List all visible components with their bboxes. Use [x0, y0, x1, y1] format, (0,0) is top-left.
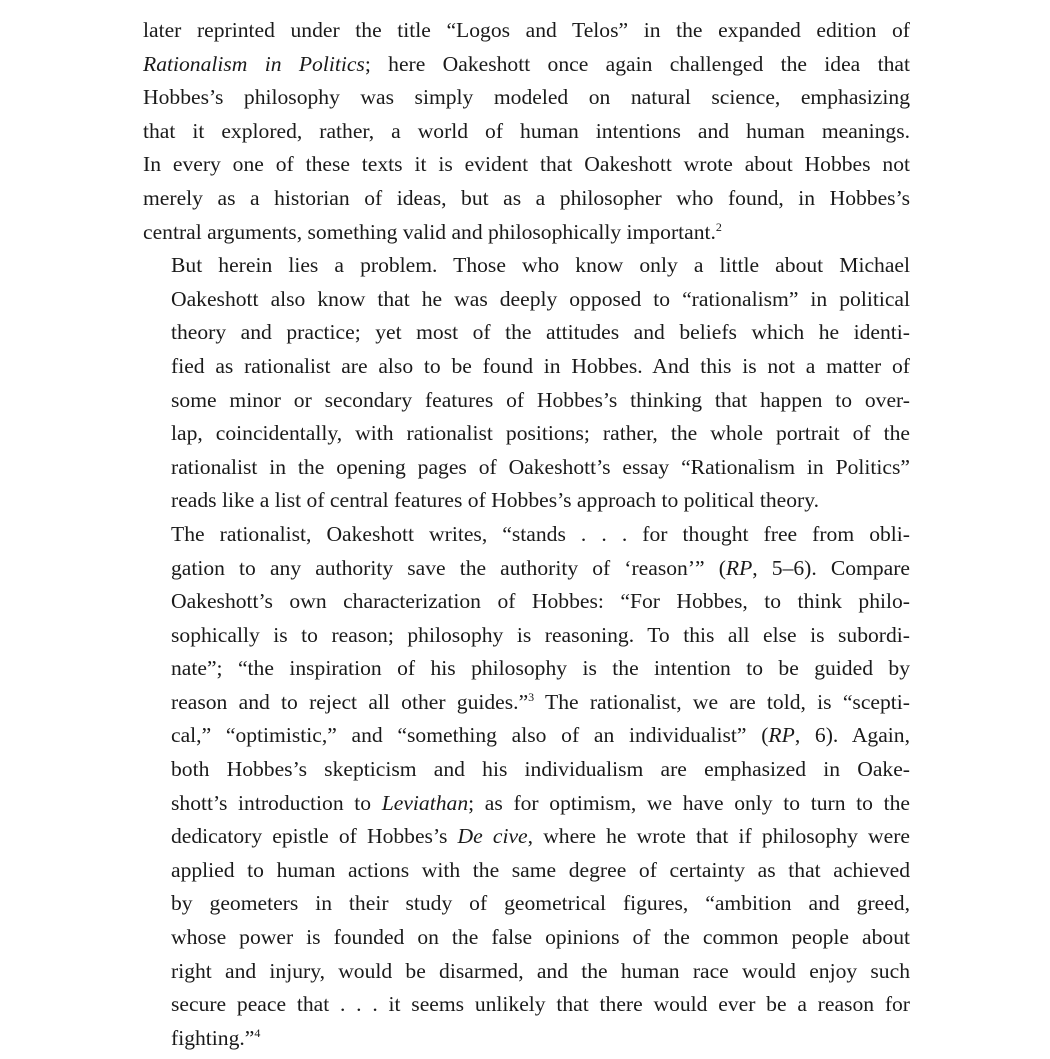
text-line — [143, 719, 910, 753]
text-run: by geometers in their study of geometrical figures, “ambition and greed, — [171, 891, 910, 916]
text-run: In every one of these texts it is evident that Oakeshott wrote about Hobbes not — [143, 152, 910, 177]
text-run: , 6). Again, — [794, 723, 910, 748]
text-run: merely as a historian of ideas, but as a philosopher who found, in Hobbes’s — [143, 185, 910, 210]
italic-text: Leviathan — [381, 790, 469, 815]
text-line — [143, 1022, 910, 1056]
text-run: rationalist in the opening pages of Oakeshott’s essay “Rationalism in Politics” — [171, 454, 910, 479]
text-run: Oakeshott also know that he was deeply opposed to “rationalism” in political — [171, 286, 910, 311]
text-run: whose power is founded on the false opinions of the common people about — [171, 925, 910, 950]
italic-text: De cive — [457, 824, 528, 849]
document-page — [143, 14, 910, 1055]
text-run: that it explored, rather, a world of human intentions and human meanings. — [143, 118, 910, 143]
text-run: theory and practice; yet most of the attitudes and beliefs which he identi- — [171, 320, 910, 345]
text-line — [143, 787, 910, 821]
text-run: both Hobbes’s skepticism and his individualism are emphasized in Oake- — [171, 757, 910, 782]
italic-text: RP — [768, 723, 795, 748]
text-line — [143, 753, 910, 787]
paragraph — [143, 249, 910, 518]
text-line — [143, 417, 910, 451]
text-line — [143, 619, 910, 653]
text-line — [143, 686, 910, 720]
text-run: fied as rationalist are also to be found in Hobbes. And this is not a matter of — [171, 353, 910, 378]
text-line — [143, 652, 910, 686]
text-line — [143, 14, 910, 48]
text-line — [143, 216, 910, 250]
text-line — [143, 384, 910, 418]
text-run: applied to human actions with the same degree of certainty as that achieved — [171, 857, 910, 882]
text-run: Hobbes’s philosophy was simply modeled on natural science, emphasizing — [143, 85, 910, 110]
text-line — [143, 350, 910, 384]
text-line — [143, 552, 910, 586]
text-line — [143, 887, 910, 921]
text-run: some minor or secondary features of Hobbes’s thinking that happen to over- — [171, 387, 910, 412]
text-line — [143, 955, 910, 989]
footnote-ref: 3 — [528, 689, 535, 704]
text-line — [143, 283, 910, 317]
text-run: secure peace that . . . it seems unlikely that there would ever be a reason for — [171, 992, 910, 1017]
text-line — [143, 81, 910, 115]
text-line — [143, 249, 910, 283]
text-line — [143, 820, 910, 854]
text-line — [143, 451, 910, 485]
text-run: ; as for optimism, we have only to turn to the — [468, 790, 910, 815]
text-run: cal,” “optimistic,” and “something also of an individualist” ( — [171, 723, 769, 748]
paragraph — [143, 14, 910, 249]
text-run: But herein lies a problem. Those who know only a little about Michael — [171, 253, 910, 278]
text-run: reads like a list of central features of Hobbes’s approach to political theory. — [171, 488, 819, 513]
text-line — [143, 518, 910, 552]
text-run: right and injury, would be disarmed, and the human race would enjoy such — [171, 958, 910, 983]
text-line — [143, 316, 910, 350]
footnote-ref: 2 — [715, 219, 722, 234]
text-run: , where he wrote that if philosophy were — [527, 824, 910, 849]
text-run: The rationalist, we are told, is “scepti- — [534, 689, 910, 714]
text-run: central arguments, something valid and philosophically important. — [143, 219, 716, 244]
text-line — [143, 988, 910, 1022]
footnote-ref: 4 — [254, 1025, 261, 1040]
text-run: nate”; “the inspiration of his philosophy is the intention to be guided by — [171, 656, 910, 681]
text-line — [143, 48, 910, 82]
text-line — [143, 115, 910, 149]
text-line — [143, 182, 910, 216]
text-line — [143, 854, 910, 888]
text-run: shott’s introduction to — [171, 790, 382, 815]
text-line — [143, 585, 910, 619]
italic-text: RP — [725, 555, 753, 580]
text-run: sophically is to reason; philosophy is reasoning. To this all else is subordi- — [171, 622, 910, 647]
text-line — [143, 921, 910, 955]
text-run: lap, coincidentally, with rationalist positions; rather, the whole portrait of the — [171, 421, 910, 446]
text-run: reason and to reject all other guides.” — [171, 689, 529, 714]
text-run: fighting.” — [171, 1025, 255, 1050]
text-run: dedicatory epistle of Hobbes’s — [171, 824, 458, 849]
text-run: , 5–6). Compare — [752, 555, 910, 580]
text-run: later reprinted under the title “Logos and Telos” in the expanded edition of — [143, 18, 910, 42]
text-line — [143, 148, 910, 182]
text-run: gation to any authority save the authority of ‘reason’” ( — [171, 555, 726, 580]
italic-text: Rationalism in Politics — [143, 51, 365, 76]
paragraph — [143, 518, 910, 1056]
text-run: Oakeshott’s own characterization of Hobbes: “For Hobbes, to think philo- — [171, 589, 910, 614]
text-run: The rationalist, Oakeshott writes, “stands . . . for thought free from obli- — [171, 521, 910, 546]
text-run: ; here Oakeshott once again challenged the idea that — [364, 51, 910, 76]
text-line — [143, 484, 910, 518]
